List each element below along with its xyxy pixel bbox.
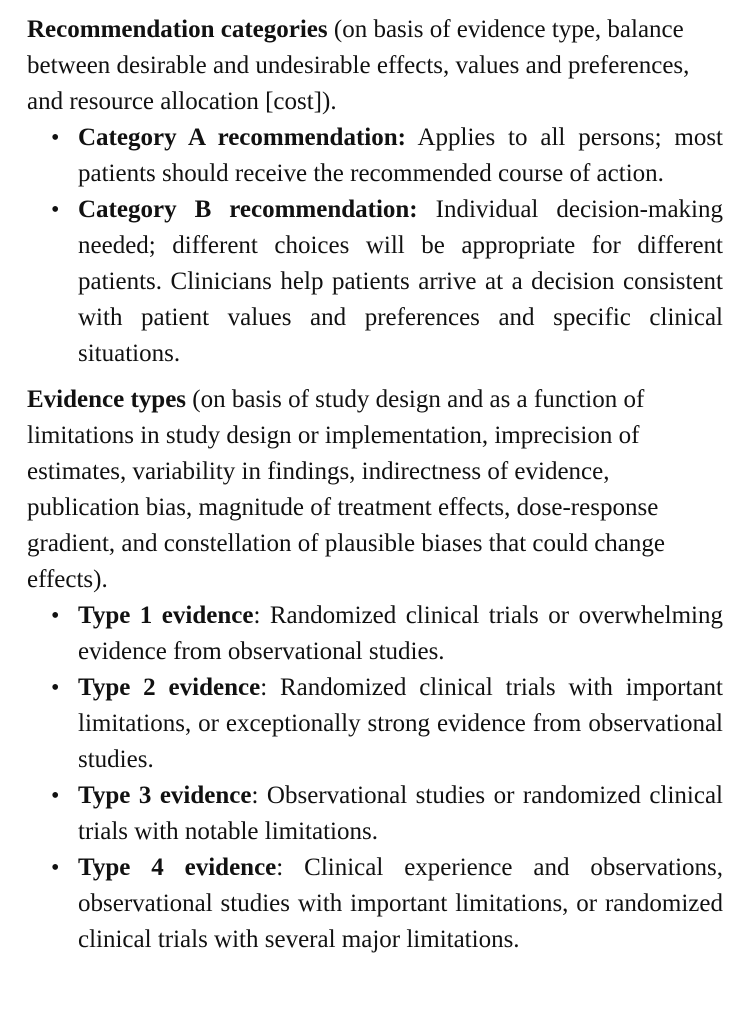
bullet-icon: •: [51, 783, 60, 809]
type-1-term: Type 1 evidence: [78, 602, 254, 629]
category-b-term: Category B recommendation:: [78, 196, 418, 223]
list-item-type-1: [27, 598, 723, 670]
list-item-type-3: [27, 778, 723, 850]
type-4-text: : Clinical experience and observations, observational studies with important limitations, or randomized clinical trials with several major limitations.: [78, 854, 723, 953]
evidence-types-description: (on basis of study design and as a function of limitations in study design or implementation, imprecision of estimates, variability in findings, indirectness of evidence, publication bias, magnitude of treatment effects, dose-response gradient, and constellation of plausible biases that could change effects).: [27, 386, 666, 593]
list-item-category-a: [27, 120, 723, 192]
evidence-types-section: [27, 382, 723, 958]
type-1-text: : Randomized clinical trials or overwhelming evidence from observational studies.: [78, 602, 723, 665]
recommendation-categories-list: [27, 120, 723, 372]
type-4-term: Type 4 evidence: [78, 854, 277, 881]
list-item-type-2: [27, 670, 723, 778]
bullet-icon: •: [51, 603, 60, 629]
recommendation-categories-heading: Recommendation categories: [27, 16, 328, 43]
bullet-icon: •: [51, 197, 60, 223]
evidence-types-heading: Evidence types: [27, 386, 187, 413]
category-a-text: Applies to all persons; most patients should receive the recommended course of action.: [78, 124, 723, 187]
type-2-text: : Randomized clinical trials with important limitations, or exceptionally strong evidence from observational studies.: [78, 674, 723, 773]
list-item-type-4: [27, 850, 723, 958]
bullet-icon: •: [51, 855, 60, 881]
type-2-term: Type 2 evidence: [78, 674, 261, 701]
recommendation-categories-section: [27, 12, 723, 372]
type-3-text: : Observational studies or randomized clinical trials with notable limitations.: [78, 782, 723, 845]
evidence-types-list: [27, 598, 723, 958]
category-b-text: Individual decision-making needed; different choices will be appropriate for different patients. Clinicians help patients arrive at a decision consistent with patient values and preferences and specific clinical situations.: [78, 196, 723, 367]
type-3-term: Type 3 evidence: [78, 782, 252, 809]
bullet-icon: •: [51, 125, 60, 151]
recommendation-categories-intro: [27, 12, 723, 120]
category-a-term: Category A recommendation:: [78, 124, 406, 151]
recommendation-categories-description: (on basis of evidence type, balance between desirable and undesirable effects, values and preferences, and resource allocation [cost]).: [27, 16, 690, 115]
bullet-icon: •: [51, 675, 60, 701]
evidence-types-intro: [27, 382, 723, 598]
list-item-category-b: [27, 192, 723, 372]
